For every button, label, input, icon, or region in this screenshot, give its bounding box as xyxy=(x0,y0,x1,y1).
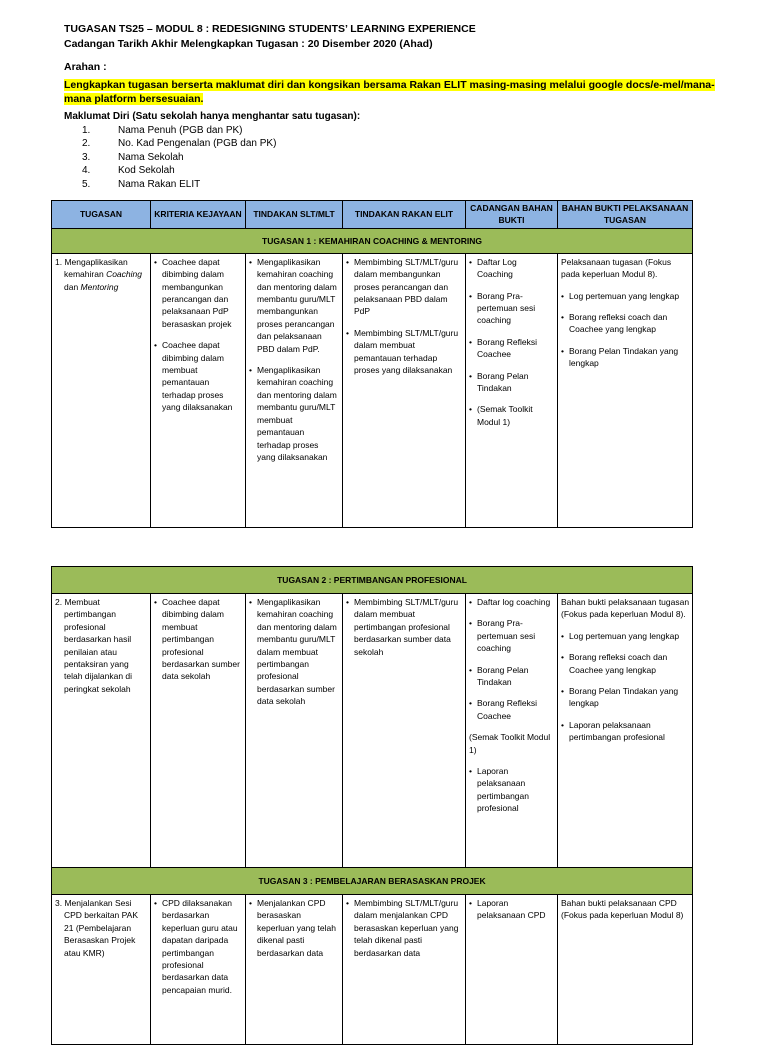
personal-info-list xyxy=(64,124,704,192)
list-item: 3. Nama Sekolah xyxy=(82,151,184,163)
deadline-line xyxy=(64,37,744,52)
list-item: 4. Kod Sekolah xyxy=(82,165,175,177)
kriteria-cell: • Coachee dapat dibimbing dalam membangunkan perancangan dan pelaksanaan PdP berasaskan projek • Coachee dapat dibimbing dalam membuat pemantauan terhadap proses yang dilaksanakan xyxy=(151,253,246,527)
bukti-cell: Bahan bukti pelaksanaan tugasan (Fokus pada keperluan Modul 8). • Log pertemuan yang lengkap • Borang refleksi coach dan Coachee yang lengkap • Borang Pelan Tindakan yang lengkap • Laporan pelaksanaan pertimbangan profesional xyxy=(558,594,693,868)
personal-info-title: Maklumat Diri (Satu sekolah hanya menghantar satu tugasan): xyxy=(64,111,361,122)
elit-cell: • Membimbing SLT/MLT/guru dalam membangunkan proses perancangan dan pelaksanaan PBD dalam PdP • Membimbing SLT/MLT/guru dalam membuat pemantauan terhadap proses yang dilaksanakan xyxy=(343,253,466,527)
list-item: 2. No. Kad Pengenalan (PGB dan PK) xyxy=(82,138,277,150)
cadangan-cell: • Daftar Log Coaching • Borang Pra-pertemuan sesi coaching • Borang Refleksi Coachee • Borang Pelan Tindakan • (Semak Toolkit Modul 1) xyxy=(466,253,558,527)
document-header xyxy=(64,22,744,52)
kriteria-cell: • Coachee dapat dibimbing dalam membuat pertimbangan profesional berdasarkan sumber data sekolah xyxy=(151,594,246,868)
cadangan-cell: • Daftar log coaching • Borang Pra-pertemuan sesi coaching • Borang Pelan Tindakan • Borang Refleksi Coachee (Semak Toolkit Modul 1) • Laporan pelaksanaan pertimbangan profesional xyxy=(466,594,558,868)
table-row xyxy=(52,895,693,1045)
table-header-row xyxy=(52,201,693,229)
personal-info-section xyxy=(64,110,704,192)
list-item: 1. Nama Penuh (PGB dan PK) xyxy=(82,124,243,136)
bukti-cell: Bahan bukti pelaksanaan CPD (Fokus pada keperluan Modul 8) xyxy=(558,895,693,1045)
deadline-label: Cadangan Tarikh Akhir Melengkapkan Tugasan : xyxy=(64,38,305,50)
elit-cell: • Membimbing SLT/MLT/guru dalam membuat pertimbangan profesional berdasarkan sumber data sekolah xyxy=(343,594,466,868)
instructions xyxy=(64,60,724,106)
tugasan-cell: 3. Menjalankan Sesi CPD berkaitan PAK 21 (Pembelajaran Berasaskan Projek atau KMR) xyxy=(52,895,151,1045)
slt-cell: • Mengaplikasikan kemahiran coaching dan mentoring dalam membantu guru/MLT membangunkan proses perancangan dan pelaksanaan PBD dalam PdP. • Mengaplikasikan kemahiran coaching dan mentoring dalam membantu guru/MLT membuat pemantauan terhadap proses yang dilaksanakan xyxy=(246,253,343,527)
task-table-2 xyxy=(51,566,693,1045)
task-table-1 xyxy=(51,200,693,528)
document-title: TUGASAN TS25 – MODUL 8 : REDESIGNING STUDENTS’ LEARNING EXPERIENCE xyxy=(64,23,476,35)
instructions-label: Arahan : xyxy=(64,61,107,73)
header-tugasan: TUGASAN xyxy=(52,201,151,229)
header-elit: TINDAKAN RAKAN ELIT xyxy=(343,201,466,229)
bukti-cell: Pelaksanaan tugasan (Fokus pada keperluan Modul 8). • Log pertemuan yang lengkap • Borang refleksi coach dan Coachee yang lengkap • Borang Pelan Tindakan yang lengkap xyxy=(558,253,693,527)
elit-cell: • Membimbing SLT/MLT/guru dalam menjalankan CPD berasaskan keperluan yang telah dikenal pasti berdasarkan data xyxy=(343,895,466,1045)
table-row xyxy=(52,594,693,868)
tugasan-cell: 1. Mengaplikasikan kemahiran Coaching dan Mentoring xyxy=(52,253,151,527)
instructions-text: Lengkapkan tugasan berserta maklumat diri dan kongsikan bersama Rakan ELIT masing-masing melalui google docs/e-mel/mana-mana platform bersesuaian. xyxy=(64,79,715,105)
deadline-value: 20 Disember 2020 (Ahad) xyxy=(307,38,433,50)
cadangan-cell: • Laporan pelaksanaan CPD xyxy=(466,895,558,1045)
section-tugasan-1: TUGASAN 1 : KEMAHIRAN COACHING & MENTORING xyxy=(52,228,693,253)
tugasan-cell: 2. Membuat pertimbangan profesional berdasarkan hasil penilaian atau pentaksiran yang telah dijalankan di peringkat sekolah xyxy=(52,594,151,868)
header-bukti: BAHAN BUKTI PELAKSANAAN TUGASAN xyxy=(558,201,693,229)
header-slt: TINDAKAN SLT/MLT xyxy=(246,201,343,229)
slt-cell: • Menjalankan CPD berasaskan keperluan yang telah dikenal pasti berdasarkan data xyxy=(246,895,343,1045)
header-cadangan: CADANGAN BAHAN BUKTI xyxy=(466,201,558,229)
slt-cell: • Mengaplikasikan kemahiran coaching dan mentoring dalam membantu guru/MLT dalam membuat pertimbangan profesional berdasarkan sumber data sekolah xyxy=(246,594,343,868)
section-tugasan-2: TUGASAN 2 : PERTIMBANGAN PROFESIONAL xyxy=(52,567,693,594)
section-tugasan-3: TUGASAN 3 : PEMBELAJARAN BERASASKAN PROJEK xyxy=(52,868,693,895)
kriteria-cell: • CPD dilaksanakan berdasarkan keperluan guru atau dapatan daripada pertimbangan profesional berdasarkan data pencapaian murid. xyxy=(151,895,246,1045)
table-row xyxy=(52,253,693,527)
list-item: 5. Nama Rakan ELIT xyxy=(82,178,201,190)
header-kriteria: KRITERIA KEJAYAAN xyxy=(151,201,246,229)
